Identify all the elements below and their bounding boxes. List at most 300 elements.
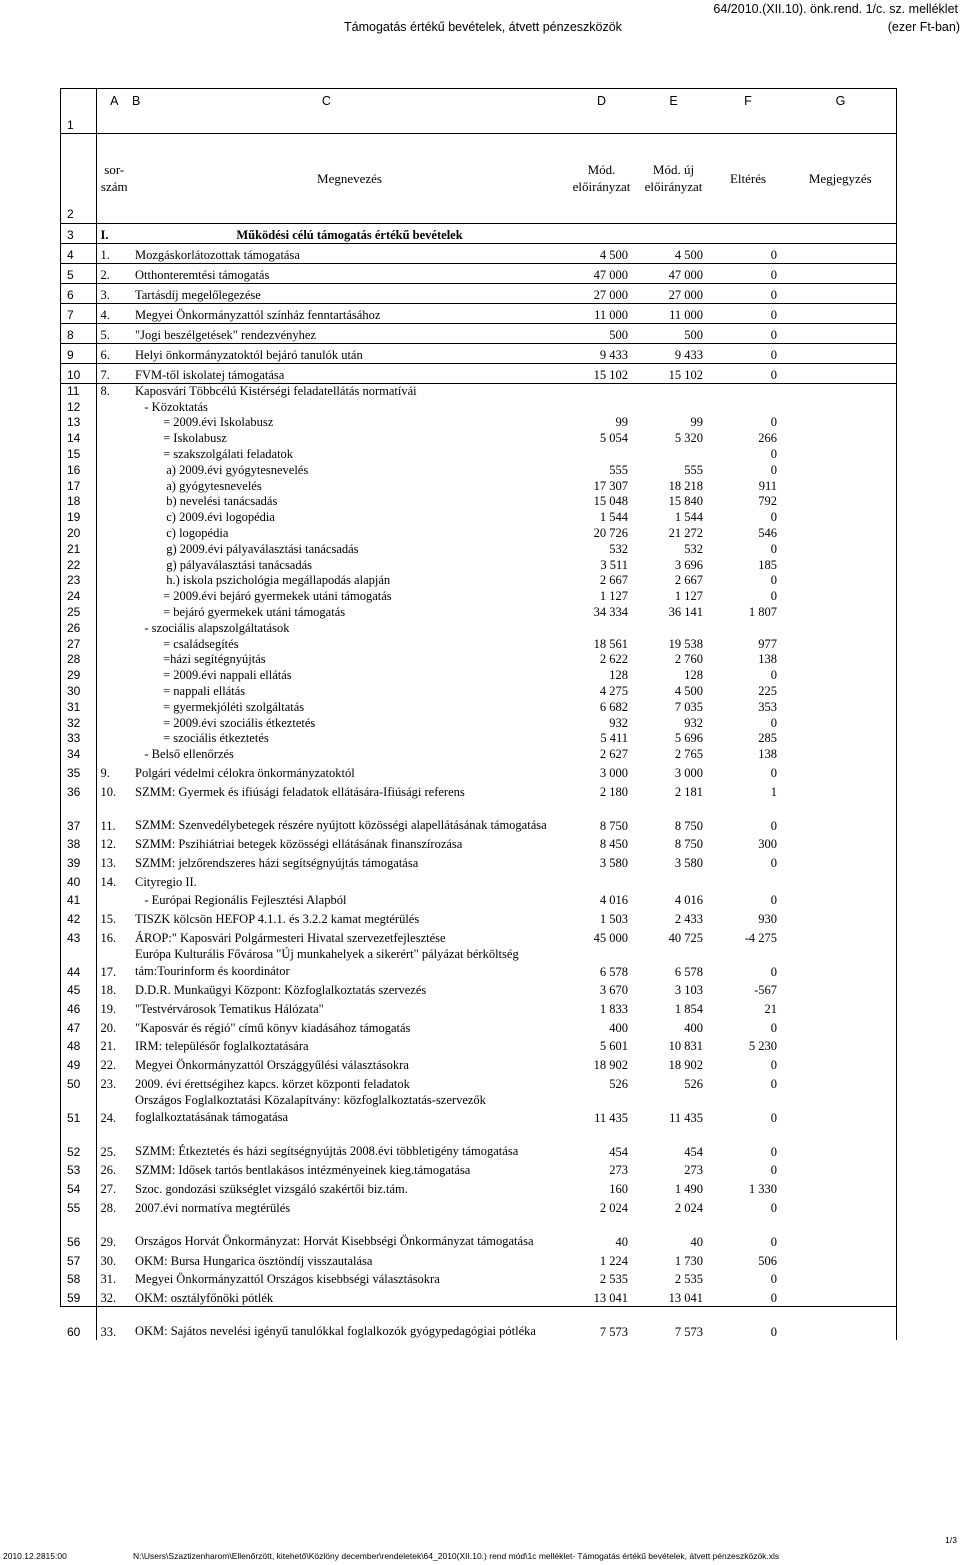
row-index: 6.: [96, 343, 132, 363]
value-difference: 0: [770, 893, 777, 908]
row-index: 3.: [96, 283, 132, 303]
value-new-modified: 454: [684, 1144, 703, 1159]
value-difference: -567: [754, 983, 777, 998]
value-difference: 266: [758, 431, 777, 446]
note: [785, 667, 896, 683]
value-difference: 21: [764, 1002, 777, 1016]
table-row: [60, 908, 896, 927]
item-name: Szoc. gondozási szükséglet vizsgáló szakértői biz.tám.: [135, 1182, 408, 1197]
row-number: 1: [60, 114, 96, 133]
note: [785, 363, 896, 383]
row-index: 31.: [100, 1272, 117, 1287]
note: [785, 1197, 896, 1216]
row-number: 20: [60, 525, 96, 541]
item-name: = bejáró gyermekek utáni támogatás: [135, 604, 346, 619]
item-name: a) gyógytesnevelés: [135, 478, 262, 493]
note: [785, 1250, 896, 1269]
row-number: 47: [60, 1017, 96, 1036]
note: [785, 908, 896, 927]
row-index: 19.: [100, 1002, 117, 1016]
value-new-modified: 5 320: [674, 431, 703, 446]
table-row: [60, 573, 896, 589]
value-new-modified: 2 181: [674, 784, 703, 799]
value-new-modified: 18 218: [668, 478, 703, 493]
budget-table: [60, 88, 897, 1340]
row-number: 23: [60, 573, 96, 589]
value-difference: 0: [770, 855, 777, 870]
table-row: [60, 263, 896, 283]
row-number: 45: [60, 980, 96, 999]
value-modified: 3 000: [599, 765, 628, 780]
item-name: FVM-től iskolatej támogatása: [132, 363, 567, 383]
value-new-modified: 11 435: [669, 1110, 703, 1125]
value-difference: 0: [770, 541, 777, 556]
row-index: 4.: [96, 303, 132, 323]
value-modified: [567, 399, 636, 415]
note: [785, 243, 896, 263]
value-difference: -4 275: [744, 930, 777, 945]
value-new-modified: 932: [684, 715, 703, 730]
row-index: [96, 509, 132, 525]
row-number: 12: [60, 399, 96, 415]
item-name: SZMM: Idősek tartós bentlakásos intézményeinek kieg.támogatása: [135, 1163, 471, 1178]
item-name: Működési célú támogatás értékű bevételek: [132, 223, 567, 243]
unit-label: (ezer Ft-ban): [887, 20, 960, 34]
table-row: [60, 667, 896, 683]
table-row: [60, 1092, 896, 1126]
item-name: Otthonteremtési támogatás: [132, 263, 567, 283]
value-modified: 47 000: [567, 263, 636, 283]
value-modified: 400: [609, 1020, 628, 1035]
item-name: Helyi önkormányzatoktól bejáró tanulók után: [132, 343, 567, 363]
row-number: 54: [60, 1178, 96, 1197]
value-new-modified: 526: [684, 1076, 703, 1091]
table-row: [60, 699, 896, 715]
note: [785, 1178, 896, 1197]
item-name: OKM: Sajátos nevelési igényű tanulókkal foglalkozók gyógypedagógiai pótléka: [135, 1323, 536, 1338]
note: [785, 283, 896, 303]
item-name: TISZK kölcsön HEFOP 4.1.1. és 3.2.2 kamat megtérülés: [135, 911, 420, 926]
note: [785, 946, 896, 980]
note: [785, 731, 896, 747]
value-modified: 45 000: [593, 930, 628, 945]
value-new-modified: 40: [690, 1234, 703, 1249]
item-name: Kaposvári Többcélú Kistérségi feladatellátás normatívái: [135, 383, 417, 398]
row-index: 17.: [100, 964, 117, 979]
note: [785, 494, 896, 510]
value-difference: 546: [758, 525, 777, 540]
row-index: [96, 667, 132, 683]
value-difference: 1 330: [748, 1182, 777, 1197]
page-title: Támogatás értékű bevételek, átvett pénzeszközök: [344, 20, 622, 34]
item-name: b) nevelési tanácsadás: [135, 494, 278, 509]
row-number: 51: [60, 1092, 96, 1126]
value-modified: 273: [609, 1163, 628, 1178]
note: [785, 1017, 896, 1036]
note: [785, 223, 896, 243]
row-index: 9.: [100, 765, 110, 780]
value-modified: 4 500: [567, 243, 636, 263]
row-index: [96, 462, 132, 478]
row-number: 41: [60, 890, 96, 909]
item-name: OKM: osztályfőnöki pótlék: [135, 1290, 274, 1305]
table-row: [60, 636, 896, 652]
rownum-1-row: [60, 114, 896, 133]
item-name: = szociális étkeztetés: [135, 731, 269, 746]
value-difference: 0: [711, 243, 785, 263]
note: [785, 715, 896, 731]
item-name: - Belső ellenőrzés: [135, 747, 234, 762]
note: [785, 636, 896, 652]
value-difference: 0: [711, 303, 785, 323]
value-difference: 1: [770, 784, 777, 799]
table-row: [60, 1036, 896, 1055]
row-index: 7.: [96, 363, 132, 383]
table-row: [60, 762, 896, 781]
row-number: 21: [60, 541, 96, 557]
value-difference: 0: [770, 964, 777, 979]
value-new-modified: 1 854: [674, 1002, 703, 1016]
item-name: Megyei Önkormányzattól Országos kisebbségi választásokra: [135, 1272, 440, 1287]
note: [785, 1216, 896, 1250]
value-modified: [567, 620, 636, 636]
table-row: [60, 383, 896, 399]
value-new-modified: 128: [684, 668, 703, 683]
value-difference: 0: [770, 446, 777, 461]
item-name: c) logopédia: [135, 525, 229, 540]
value-difference: 0: [711, 363, 785, 383]
row-index: [96, 731, 132, 747]
value-modified: 932: [609, 715, 628, 730]
table-row: [60, 478, 896, 494]
row-index: 10.: [100, 784, 117, 799]
note: [785, 927, 896, 946]
value-modified: 1 833: [599, 1002, 628, 1016]
value-modified: 11 000: [567, 303, 636, 323]
item-name: - Európai Regionális Fejlesztési Alapból: [135, 893, 347, 908]
value-new-modified: 273: [684, 1163, 703, 1178]
table-row: [60, 541, 896, 557]
value-difference: 0: [770, 1234, 777, 1249]
value-modified: 8 450: [599, 837, 628, 852]
row-index: 27.: [100, 1182, 117, 1197]
value-new-modified: 15 840: [668, 494, 703, 509]
value-difference: 0: [711, 283, 785, 303]
value-modified: 1 224: [599, 1253, 628, 1268]
value-modified: 27 000: [567, 283, 636, 303]
value-new-modified: 2 433: [674, 911, 703, 926]
item-name: = családsegítés: [135, 636, 239, 651]
value-new-modified: [636, 620, 711, 636]
value-difference: 0: [770, 462, 777, 477]
row-index: 30.: [100, 1253, 117, 1268]
row-index: 29.: [100, 1234, 117, 1249]
item-name: = Iskolabusz: [135, 431, 227, 446]
value-new-modified: 3 696: [674, 557, 703, 572]
row-number: 39: [60, 852, 96, 871]
table-row: [60, 323, 896, 343]
decree-reference: 64/2010.(XII.10). önk.rend. 1/c. sz. melléklet: [713, 2, 958, 16]
value-modified: 34 334: [593, 604, 628, 619]
table-row: [60, 243, 896, 263]
value-new-modified: 2 024: [674, 1200, 703, 1215]
row-number: 5: [60, 263, 96, 283]
row-index: [96, 525, 132, 541]
item-name: IRM: településőr foglalkoztatására: [135, 1039, 309, 1054]
item-name: SZMM: jelzőrendszeres házi segítségnyújtás támogatása: [135, 855, 419, 870]
item-name: h.) iskola pszichológia megállapodás alapján: [135, 573, 391, 588]
value-difference: 300: [758, 837, 777, 852]
note: [785, 683, 896, 699]
note: [785, 852, 896, 871]
row-index: 23.: [100, 1076, 117, 1091]
value-difference: 0: [770, 1290, 777, 1305]
row-index: 20.: [100, 1020, 117, 1035]
table-row: [60, 1287, 896, 1306]
value-difference: 285: [758, 731, 777, 746]
note: [785, 399, 896, 415]
row-number: 22: [60, 557, 96, 573]
row-index: 12.: [100, 837, 117, 852]
value-new-modified: [636, 871, 711, 890]
row-index: 32.: [100, 1290, 117, 1305]
value-difference: 0: [770, 1163, 777, 1178]
note: [785, 1092, 896, 1126]
value-new-modified: [636, 223, 711, 243]
value-new-modified: 3 000: [674, 765, 703, 780]
value-modified: [567, 383, 636, 399]
row-index: [96, 683, 132, 699]
row-index: 8.: [100, 383, 110, 398]
row-number: 34: [60, 746, 96, 762]
value-modified: 15 048: [593, 494, 628, 509]
row-index: 14.: [100, 874, 117, 889]
item-name: Országos Horvát Önkormányzat: Horvát Kisebbségi Önkormányzat támogatása: [135, 1233, 534, 1248]
value-modified: 9 433: [567, 343, 636, 363]
row-index: [96, 890, 132, 909]
value-new-modified: 36 141: [668, 604, 703, 619]
row-index: [96, 399, 132, 415]
item-name: = 2009.évi nappali ellátás: [135, 668, 292, 683]
value-new-modified: [636, 383, 711, 399]
value-modified: 7 573: [599, 1324, 628, 1339]
note: [785, 998, 896, 1017]
row-number: 19: [60, 509, 96, 525]
table-row: [60, 494, 896, 510]
note: [785, 541, 896, 557]
value-new-modified: 9 433: [636, 343, 711, 363]
row-number: 56: [60, 1216, 96, 1250]
table-row: [60, 557, 896, 573]
note: [785, 525, 896, 541]
value-difference: 0: [770, 1076, 777, 1091]
note: [785, 588, 896, 604]
value-new-modified: 6 578: [674, 964, 703, 979]
item-name: D.D.R. Munkaügyi Központ: Közfoglalkoztatás szervezés: [135, 983, 427, 998]
row-index: 22.: [100, 1058, 117, 1073]
table-row: [60, 871, 896, 890]
table-row: [60, 446, 896, 462]
value-difference: 0: [770, 1200, 777, 1215]
column-letter-row: [60, 88, 896, 114]
value-difference: 138: [758, 747, 777, 762]
table-row: [60, 1216, 896, 1250]
value-new-modified: 15 102: [636, 363, 711, 383]
value-modified: 3 580: [599, 855, 628, 870]
item-name: c) 2009.évi logopédia: [135, 510, 275, 525]
table-row: [60, 998, 896, 1017]
table-row: [60, 652, 896, 668]
table-row: [60, 781, 896, 800]
column-letter-a: A: [110, 93, 119, 108]
item-name: Országos Foglalkoztatási Közalapítvány: közfoglalkoztatás-szervezők foglalkoztatásának támogatása: [135, 1092, 486, 1124]
value-modified: 1 127: [599, 589, 628, 604]
header-megnevezes: Megnevezés: [132, 133, 567, 223]
value-new-modified: 8 750: [674, 837, 703, 852]
table-row: [60, 731, 896, 747]
row-index: [96, 557, 132, 573]
row-number: 44: [60, 946, 96, 980]
row-index: 1.: [96, 243, 132, 263]
value-modified: 3 511: [600, 557, 628, 572]
row-number: 60: [60, 1306, 96, 1340]
row-index: 18.: [100, 983, 117, 998]
value-difference: 0: [770, 668, 777, 683]
value-modified: 18 561: [593, 636, 628, 651]
row-number: 58: [60, 1269, 96, 1288]
table-row: [60, 1054, 896, 1073]
item-name: "Testvérvárosok Tematikus Hálózata": [135, 1002, 324, 1016]
row-index: 21.: [100, 1039, 117, 1054]
row-number: 16: [60, 462, 96, 478]
value-new-modified: 1 544: [674, 510, 703, 525]
value-modified: 2 535: [599, 1272, 628, 1287]
table-row: [60, 715, 896, 731]
note: [785, 980, 896, 999]
table-row: [60, 1073, 896, 1092]
print-date: 2010.12.2815:00: [3, 1551, 67, 1561]
value-modified: 6 578: [599, 964, 628, 979]
table-row: [60, 1160, 896, 1179]
row-number: 3: [60, 223, 96, 243]
value-difference: [711, 399, 785, 415]
row-number: 4: [60, 243, 96, 263]
value-new-modified: 5 696: [674, 731, 703, 746]
value-difference: 0: [770, 589, 777, 604]
row-number: 55: [60, 1197, 96, 1216]
table-row: [60, 588, 896, 604]
table-row: [60, 1269, 896, 1288]
value-modified: 5 054: [599, 431, 628, 446]
item-name: Európa Kulturális Fővárosa "Új munkahelyek a sikerért" pályázat bérköltség tám:Tourinform és koordinátor: [135, 946, 519, 978]
note: [785, 323, 896, 343]
value-modified: 4 016: [599, 893, 628, 908]
table-row: [60, 746, 896, 762]
value-modified: 2 622: [599, 652, 628, 667]
table-row: [60, 890, 896, 909]
value-difference: 0: [770, 510, 777, 525]
item-name: Megyei Önkormányzattól színház fenntartásához: [132, 303, 567, 323]
note: [785, 1160, 896, 1179]
row-index: [96, 573, 132, 589]
row-index: [96, 415, 132, 431]
row-number: 13: [60, 415, 96, 431]
row-number: 2: [60, 133, 96, 223]
value-new-modified: 532: [684, 541, 703, 556]
note: [785, 303, 896, 323]
table-row: [60, 927, 896, 946]
row-number: 42: [60, 908, 96, 927]
row-number: 28: [60, 652, 96, 668]
note: [785, 509, 896, 525]
note: [785, 871, 896, 890]
value-difference: 0: [711, 323, 785, 343]
row-index: [96, 746, 132, 762]
value-new-modified: 4 500: [636, 243, 711, 263]
value-difference: 0: [770, 1020, 777, 1035]
value-difference: [711, 620, 785, 636]
row-index: 25.: [100, 1144, 117, 1159]
row-number: 17: [60, 478, 96, 494]
row-index: [96, 478, 132, 494]
value-modified: 555: [609, 462, 628, 477]
value-difference: 1 807: [748, 604, 777, 619]
row-number: 25: [60, 604, 96, 620]
value-modified: 13 041: [593, 1290, 628, 1305]
row-number: 50: [60, 1073, 96, 1092]
row-index: [96, 588, 132, 604]
row-number: 37: [60, 800, 96, 834]
row-number: 27: [60, 636, 96, 652]
note: [785, 781, 896, 800]
item-name: Cityregio II.: [135, 874, 197, 889]
item-name: Tartásdíj megelőlegezése: [132, 283, 567, 303]
row-index: [96, 652, 132, 668]
note: [785, 573, 896, 589]
value-new-modified: 99: [690, 415, 703, 430]
row-number: 11: [60, 383, 96, 399]
value-modified: 17 307: [593, 478, 628, 493]
page-number: 1/3: [945, 1535, 957, 1545]
row-number: 53: [60, 1160, 96, 1179]
item-name: - Közoktatás: [135, 399, 208, 414]
value-new-modified: 7 035: [674, 699, 703, 714]
row-index: [96, 446, 132, 462]
value-new-modified: 400: [684, 1020, 703, 1035]
value-modified: 5 601: [599, 1039, 628, 1054]
item-name: "Kaposvár és régió" című könyv kiadásához támogatás: [135, 1020, 411, 1035]
row-index: [96, 636, 132, 652]
note: [785, 834, 896, 853]
table-row: [60, 343, 896, 363]
note: [785, 557, 896, 573]
note: [785, 430, 896, 446]
value-modified: 500: [567, 323, 636, 343]
item-name: = szakszolgálati feladatok: [135, 446, 294, 461]
value-modified: 8 750: [599, 818, 628, 833]
value-modified: 1 503: [599, 911, 628, 926]
table-row: [60, 399, 896, 415]
value-new-modified: 1 490: [674, 1182, 703, 1197]
table-row: [60, 415, 896, 431]
table-row: [60, 509, 896, 525]
column-letter-d: D: [596, 93, 607, 108]
note: [785, 1269, 896, 1288]
value-new-modified: 8 750: [674, 818, 703, 833]
note: [785, 604, 896, 620]
note: [785, 746, 896, 762]
note: [785, 343, 896, 363]
